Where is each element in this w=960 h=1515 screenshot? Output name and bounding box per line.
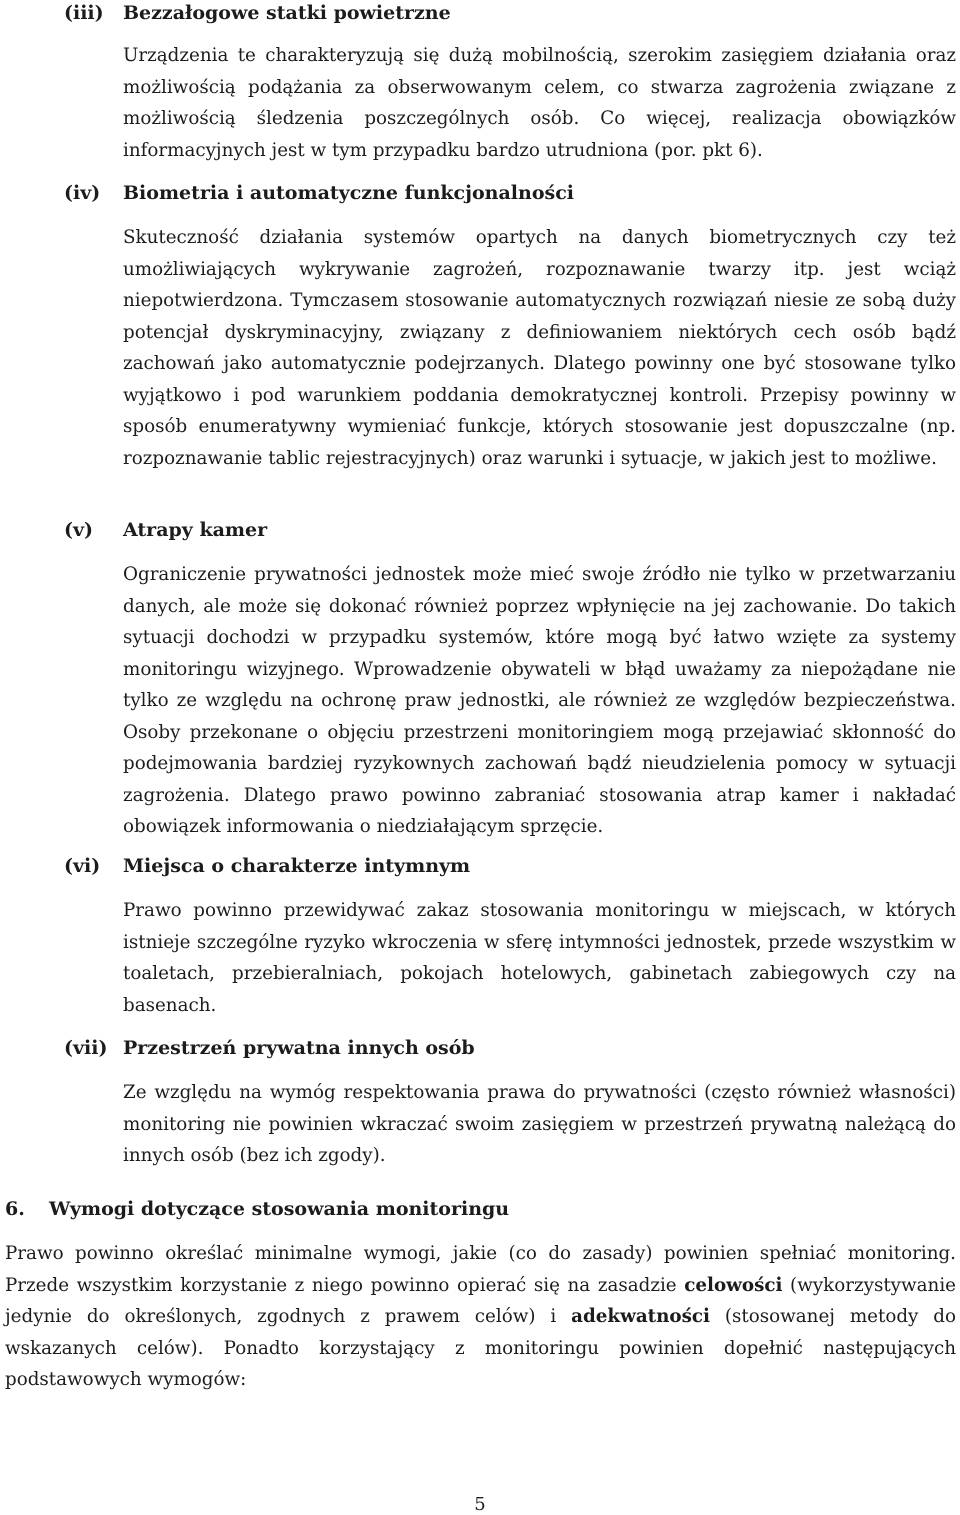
- section-number: 6.: [5, 1198, 25, 1220]
- body-text: (stosowanej metody do wskazanych celów). Ponadto korzystający z monitoringu powinien dopełnić następujących podstawowych wymogów:: [5, 1306, 956, 1390]
- section-heading: Przestrzeń prywatna innych osób: [123, 1037, 475, 1059]
- section-heading: Wymogi dotyczące stosowania monitoringu: [49, 1198, 510, 1220]
- section-heading: Bezzałogowe statki powietrzne: [123, 2, 451, 24]
- page-number: 5: [474, 1494, 486, 1515]
- section-heading: Biometria i automatyczne funkcjonalności: [123, 182, 574, 204]
- section-body: Skuteczność działania systemów opartych na danych biometrycznych czy też umożliwiających wykrywanie zagrożeń, rozpoznawanie twarzy itp. jest wciąż niepotwierdzona. Tymczasem stosowanie automatycznych rozwiązań niesie ze sobą duży potencjał dyskryminacyjny, związany z definiowaniem niektórych cech osób bądź zachowań jako automatycznie podejrzanych. Dlatego powinny one być stosowane tylko wyjątkowo i pod warunkiem poddania demokratycznej kontroli. Przepisy powinny w sposób enumeratywny wymieniać funkcje, których stosowanie jest dopuszczalne (np. rozpoznawanie tablic rejestracyjnych) oraz warunki i sytuacje, w jakich jest to możliwe.: [123, 227, 956, 469]
- body-text: (wykorzystywanie jedynie do określonych, zgodnych z prawem celów) i: [5, 1274, 956, 1327]
- section-body: Ograniczenie prywatności jednostek może mieć swoje źródło nie tylko w przetwarzaniu danych, ale może się dokonać również poprzez wpłynięcie na jej zachowanie. Do takich sytuacji dochodzi w przypadku systemów, które mogą być łatwo wzięte za systemy monitoringu wizyjnego. Wprowadzenie obywateli w błąd uważamy za niepożądane nie tylko ze względu na ochronę praw jednostki, ale również ze względów bezpieczeństwa. Osoby przekonane o objęciu przestrzeni monitoringiem mogą przejawiać skłonność do podejmowania bardziej ryzykownych zachowań bądź nieudzielenia pomocy w sytuacji zagrożenia. Dlatego prawo powinno zabraniać stosowania atrap kamer i nakładać obowiązek informowania o niedziałającym sprzęcie.: [123, 564, 956, 837]
- section-number: (vi): [64, 855, 101, 877]
- section-body: Prawo powinno przewidywać zakaz stosowania monitoringu w miejscach, w których istnieje szczególne ryzyko wkroczenia w sferę intymności jednostek, przede wszystkim w toaletach, przebieralniach, pokojach hotelowych, gabinetach zabiegowych czy na basenach.: [123, 900, 956, 1016]
- section-number: (vii): [64, 1037, 108, 1059]
- emphasis-celowosci: celowości: [684, 1274, 783, 1296]
- section-number: (iv): [64, 182, 101, 204]
- section-body: Ze względu na wymóg respektowania prawa do prywatności (często również własności) monitoring nie powinien wkraczać swoim zasięgiem w przestrzeń prywatną należącą do innych osób (bez ich zgody).: [123, 1082, 956, 1166]
- section-body: Urządzenia te charakteryzują się dużą mobilnością, szerokim zasięgiem działania oraz możliwością podążania za obserwowanym celem, co stwarza zagrożenia związane z możliwością śledzenia poszczególnych osób. Co więcej, realizacja obowiązków informacyjnych jest w tym przypadku bardzo utrudniona (por. pkt 6).: [123, 45, 956, 161]
- emphasis-adekwatnosci: adekwatności: [571, 1306, 710, 1327]
- section-number: (iii): [64, 2, 104, 24]
- section-heading: Atrapy kamer: [123, 519, 268, 541]
- section-number: (v): [64, 519, 94, 541]
- section-heading: Miejsca o charakterze intymnym: [123, 855, 471, 877]
- body-text: Prawo powinno określać minimalne wymogi, jakie (co do zasady) powinien spełniać monitoring. Przede wszystkim korzystanie z niego powinno opierać się na zasadzie: [5, 1243, 956, 1296]
- section-6-body: [5, 1238, 956, 1396]
- section-6-heading: [5, 1196, 509, 1222]
